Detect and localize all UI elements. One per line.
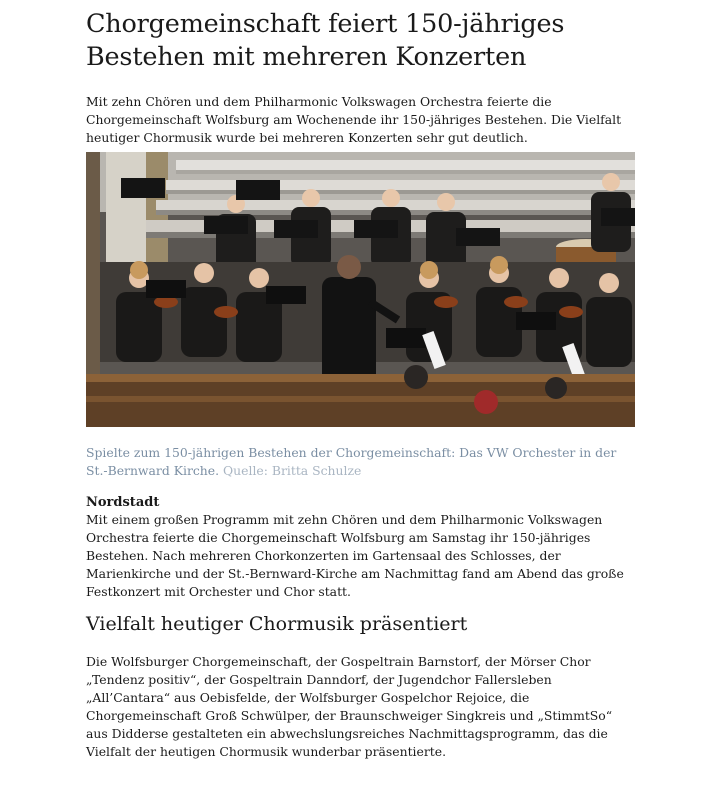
article-title	[86, 8, 646, 74]
photo-caption-text: Spielte zum 150-jährigen Bestehen der Chorgemeinschaft: Das VW Orchester in der St.-Bernward Kirche.	[86, 445, 617, 478]
paragraph-1: Mit einem großen Programm mit zehn Chören und dem Philharmonic Volkswagen Orchestra feierte die Chorgemeinschaft Wolfsburg am Samstag ihr 150-jähriges Bestehen. Nach mehreren Chorkonzerten im Gartensaal des Schlosses, der Marienkirche und der St.-Bernward-Kirche am Nachmittag fand am Abend das große Festkonzert mit Orchester und Chor statt.	[86, 512, 624, 599]
subheading: Vielfalt heutiger Chormusik präsentiert	[86, 613, 468, 635]
photo-source: Quelle: Britta Schulze	[223, 463, 362, 478]
article-title-line-1: Chorgemeinschaft feiert 150-jähriges	[86, 9, 565, 39]
orchestra-photo	[86, 152, 635, 427]
article-lead: Mit zehn Chören und dem Philharmonic Volkswagen Orchestra feierte die Chorgemeinschaft Wolfsburg am Wochenende ihr 150-jähriges Bestehen. Die Vielfalt heutiger Chormusik wurde bei mehreren Konzerten sehr gut deutlich.	[86, 94, 622, 145]
dateline: Nordstadt	[86, 495, 160, 510]
article-title-line-2: Bestehen mit mehreren Konzerten	[86, 42, 527, 72]
paragraph-2: Die Wolfsburger Chorgemeinschaft, der Gospeltrain Barnstorf, der Mörser Chor „Tendenz positiv“, der Gospeltrain Danndorf, der Jugendchor Fallersleben „All’Cantara“ aus Oebisfelde, der Wolfsburger Gospelchor Rejoice, die Chorgemeinschaft Groß Schwülper, der Braunschweiger Singkreis und „StimmtSo“ aus Didderse gestalteten ein abwechslungsreiches Nachmittagsprogramm, das die Vielfalt der heutigen Chormusik wunderbar präsentierte.	[86, 654, 613, 759]
photo-caption	[86, 444, 636, 480]
